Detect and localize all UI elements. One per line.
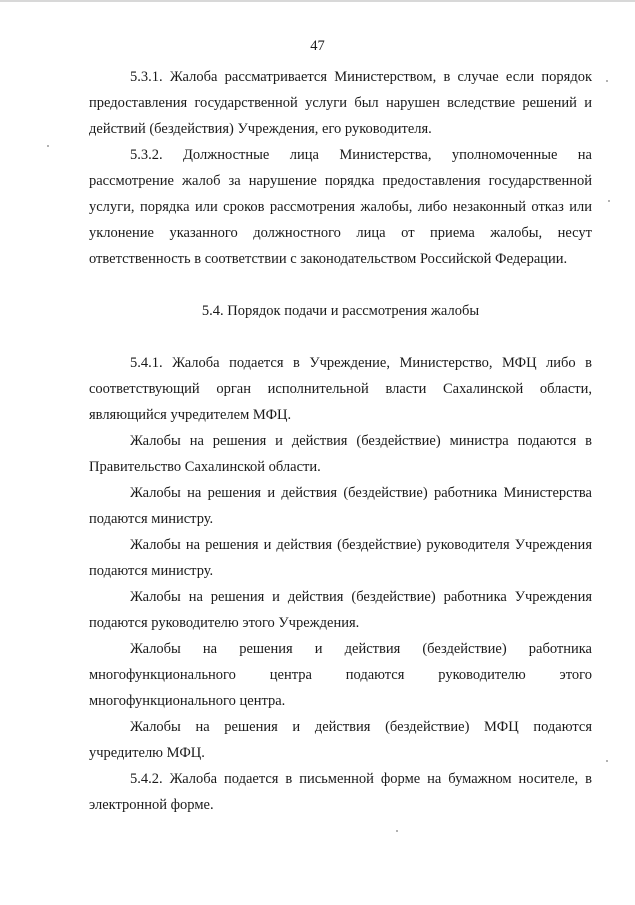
paragraph-mfc-worker-complaints: Жалобы на решения и действия (бездействие) работника многофункционального центра подаются руководителю этого многофункционального центра. xyxy=(89,641,592,709)
scan-speck xyxy=(606,760,608,762)
paragraph-institution-head-complaints: Жалобы на решения и действия (бездействие) руководителя Учреждения подаются министру. xyxy=(89,537,592,579)
paragraph-minister-complaints: Жалобы на решения и действия (бездействие) министра подаются в Правительство Сахалинской области. xyxy=(89,433,592,475)
paragraph-mfc-complaints: Жалобы на решения и действия (бездействие) МФЦ подаются учредителю МФЦ. xyxy=(89,719,592,761)
document-body xyxy=(89,64,592,818)
paragraph-institution-worker-complaints: Жалобы на решения и действия (бездействие) работника Учреждения подаются руководителю этого Учреждения. xyxy=(89,589,592,631)
scan-speck xyxy=(47,145,49,147)
scan-top-edge xyxy=(0,0,635,2)
page-number: 47 xyxy=(310,38,325,54)
paragraph-5-4-2: 5.4.2. Жалоба подается в письменной форме на бумажном носителе, в электронной форме. xyxy=(89,771,592,813)
scan-speck xyxy=(396,830,398,832)
paragraph-5-3-1: 5.3.1. Жалоба рассматривается Министерством, в случае если порядок предоставления государственной услуги был нарушен вследствие решений и действий (бездействия) Учреждения, его руководителя. xyxy=(89,69,592,137)
paragraph-ministry-worker-complaints: Жалобы на решения и действия (бездействие) работника Министерства подаются министру. xyxy=(89,485,592,527)
scan-speck xyxy=(608,200,610,202)
paragraph-5-4-1: 5.4.1. Жалоба подается в Учреждение, Министерство, МФЦ либо в соответствующий орган исполнительной власти Сахалинской области, являющийся учредителем МФЦ. xyxy=(89,355,592,423)
section-heading-5-4: 5.4. Порядок подачи и рассмотрения жалобы xyxy=(201,303,480,319)
paragraph-5-3-2: 5.3.2. Должностные лица Министерства, уполномоченные на рассмотрение жалоб за нарушение порядка предоставления государственной услуги, порядка или сроков рассмотрения жалобы, либо незаконный отказ или уклонение указанного должностного лица от приема жалобы, несут ответственность в соответствии с законодательством Российской Федерации. xyxy=(89,147,592,267)
scan-speck xyxy=(606,80,608,82)
